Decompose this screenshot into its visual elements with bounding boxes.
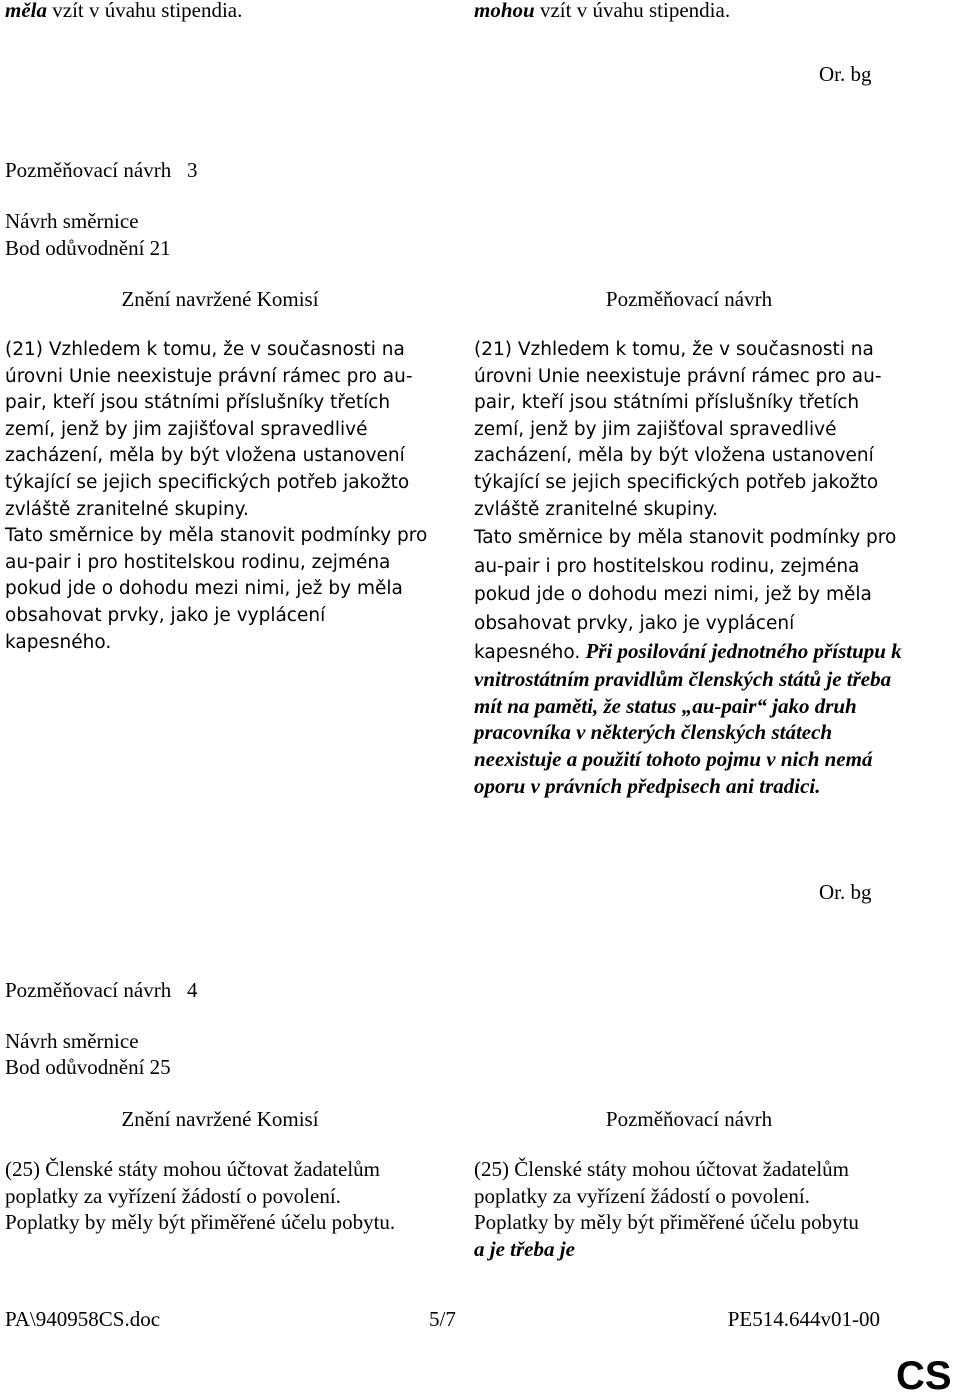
amendment-reference: Bod odůvodnění 25: [5, 1055, 171, 1079]
amendment-text: (25) Členské státy mohou účtovat žadatelům poplatky za vyřízení žádostí o povolení. Poplatky by měly být přiměřené účelu pobytu a je třeba je: [474, 1157, 859, 1261]
added-text: Při posilování jednotného přístupu k vnitrostátním pravidlům členských států je třeba mít na paměti, že status „au-pair“ jako druh pracovníka v některých členských státech neexistuje a použití tohoto pojmu v nich nemá oporu v právních předpisech ani tradici.: [474, 638, 902, 798]
footer-file-name: PA\940958CS.doc: [5, 1307, 161, 1331]
amendment-number: 3: [186, 158, 198, 182]
column-header-commission: Znění navržené Komisí: [121, 1107, 319, 1131]
amendment-text: (21) Vzhledem k tomu, že v současnosti na úrovni Unie neexistuje právní rámec pro au-pair, kteří jsou státními příslušníky třetích zemí, jenž by jim zajišťoval spravedlivé zacházení, měla by být vložena ustanovení týkající se jejich specifických potřeb jakožto zvláště zranitelné skupiny. Tato směrnice by měla stanovit podmínky pro au-pair i pro hostitelskou rodinu, zejména pokud jde o dohodu mezi nimi, jež by měla obsahovat prvky, jako je vyplácení kapesného. Při posilování jednotného přístupu k vnitrostátním pravidlům členských států je třeba mít na paměti, že status „au-pair“ jako druh pracovníka v některých členských státech neexistuje a použití tohoto pojmu v nich nemá oporu v právních předpisech ani tradici.: [474, 339, 902, 798]
commission-text: (21) Vzhledem k tomu, že v současnosti na úrovni Unie neexistuje právní rámec pro au-pair, kteří jsou státními příslušníky třetích zemí, jenž by jim zajišťoval spravedlivé zacházení, měla by být vložena ustanovení týkající se jejich specifických potřeb jakožto zvláště zranitelné skupiny. Tato směrnice by měla stanovit podmínky pro au-pair i pro hostitelskou rodinu, zejména pokud jde o dohodu mezi nimi, jež by měla obsahovat prvky, jako je vyplácení kapesného.: [5, 339, 428, 653]
continued-text-left: měla vzít v úvahu stipendia.: [5, 0, 243, 22]
page-footer: [5, 1306, 880, 1332]
continued-text-right: mohou vzít v úvahu stipendia.: [474, 0, 731, 22]
amendment-heading: Pozměňovací návrh 3: [5, 158, 198, 182]
amendment-number: 4: [186, 978, 198, 1002]
original-language-label: Or. bg: [819, 880, 872, 904]
amendment-subject: Návrh směrnice: [5, 209, 139, 233]
column-header-amendment: Pozměňovací návrh: [605, 287, 773, 311]
amendment-subject: Návrh směrnice: [5, 1029, 139, 1053]
column-header-amendment: Pozměňovací návrh: [605, 1107, 773, 1131]
footer-document-reference: PE514.644v01-00: [727, 1307, 880, 1331]
original-language-label: Or. bg: [819, 62, 872, 86]
footer-page-number: 5/7: [429, 1307, 456, 1331]
amendment-heading: Pozměňovací návrh 4: [5, 978, 198, 1002]
amendment-reference: Bod odůvodnění 21: [5, 236, 171, 260]
commission-text: (25) Členské státy mohou účtovat žadatelům poplatky za vyřízení žádostí o povolení. Poplatky by měly být přiměřené účelu pobytu.: [5, 1157, 396, 1235]
added-text: a je třeba je: [474, 1236, 575, 1261]
column-header-commission: Znění navržené Komisí: [121, 287, 319, 311]
language-badge: CS: [896, 1354, 952, 1398]
